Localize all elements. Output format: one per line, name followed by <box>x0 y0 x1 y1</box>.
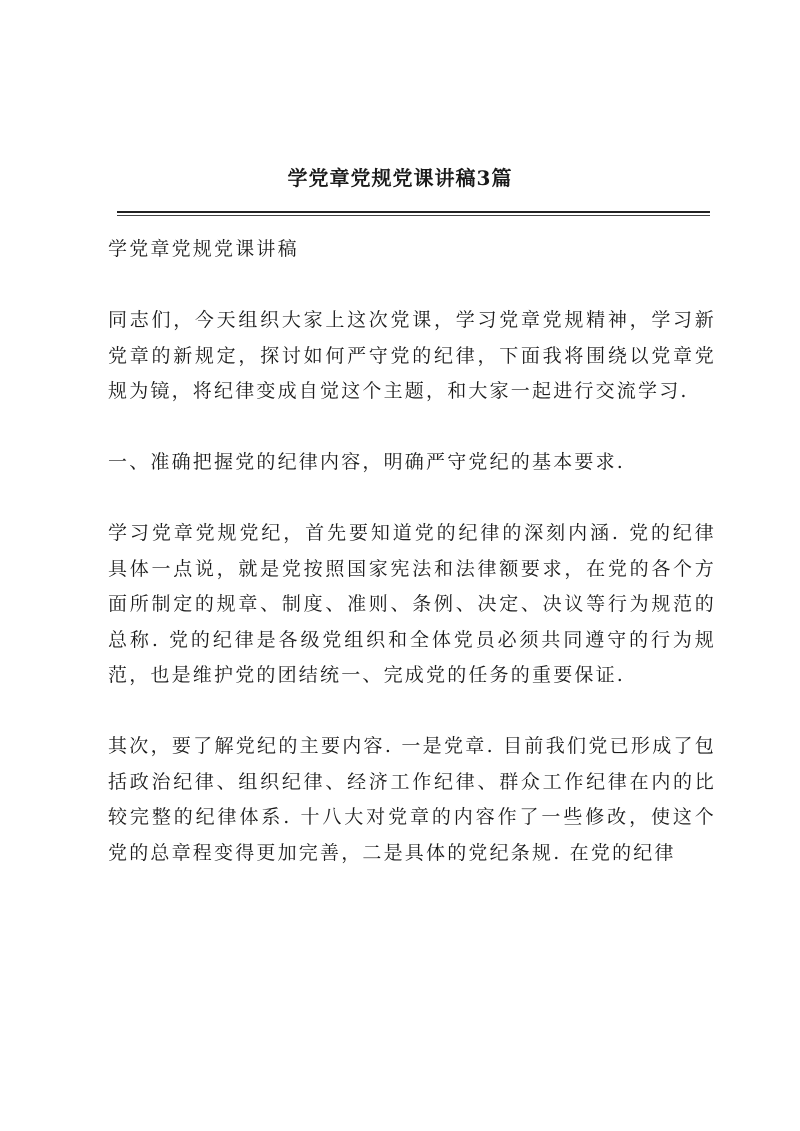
title-divider-thin-line <box>117 215 710 216</box>
title-divider <box>117 211 710 216</box>
section-subtitle: 学党章党规党课讲稿 <box>108 238 299 260</box>
title-divider-thick-line <box>117 211 710 213</box>
body-paragraph-intro: 同志们，今天组织大家上这次党课，学习党章党规精神，学习新党章的新规定，探讨如何严守党的纪律，下面我将围绕以党章党规为镜，将纪律变成自觉这个主题，和大家一起进行交流学习. <box>108 309 716 402</box>
body-paragraph-discipline-content: 其次，要了解党纪的主要内容. 一是党章. 目前我们党已形成了包括政治纪律、组织纪律、经济工作纪律、群众工作纪律在内的比较完整的纪律体系. 十八大对党章的内容作了一些修改，使这个党的总章程变得更加完善，二是具体的党纪条规. 在党的纪律 <box>108 735 716 864</box>
document-body <box>108 232 716 907</box>
section-heading-1: 一、准确把握党的纪律内容，明确严守党纪的基本要求. <box>108 451 626 473</box>
body-paragraph-discipline-meaning: 学习党章党规党纪，首先要知道党的纪律的深刻内涵. 党的纪律具体一点说，就是党按照国家宪法和法律额要求，在党的各个方面所制定的规章、制度、准则、条例、决定、决议等行为规范的总称. 党的纪律是各级党组织和全体党员必须共同遵守的行为规范，也是维护党的团结统一、完成党的任务的重要保证. <box>108 522 716 686</box>
document-title: 学党章党规党课讲稿3篇 <box>287 166 513 190</box>
